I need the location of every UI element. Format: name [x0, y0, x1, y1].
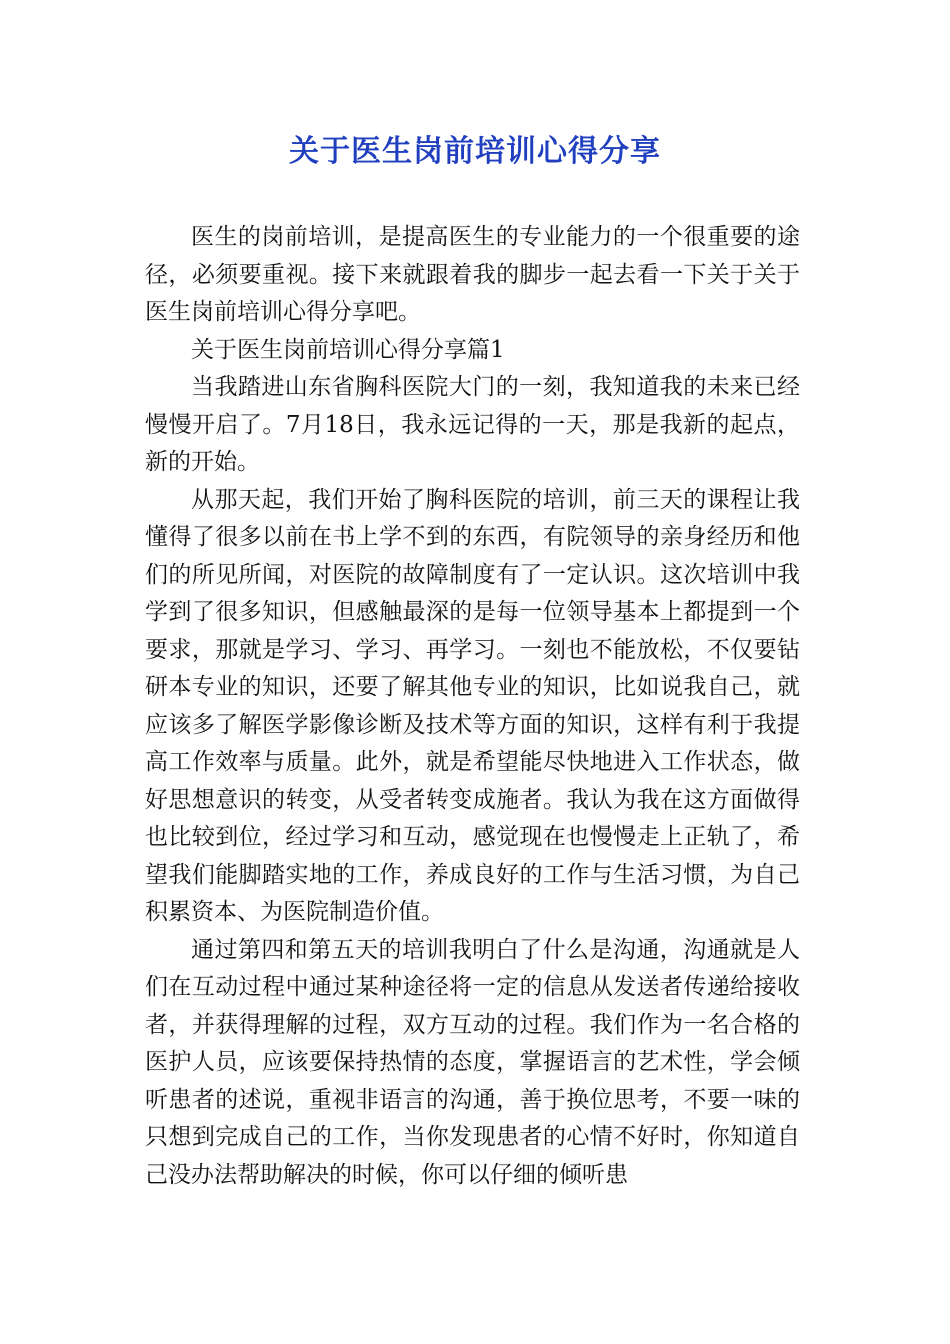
paragraph-intro: 医生的岗前培训，是提高医生的专业能力的一个很重要的途径，必须要重视。接下来就跟着我的脚步一起去看一下关于关于医生岗前培训心得分享吧。: [145, 224, 800, 325]
paragraph-3: 通过第四和第五天的培训我明白了什么是沟通，沟通就是人们在互动过程中通过某种途径将一定的信息从发送者传递给接收者，并获得理解的过程，双方互动的过程。我们作为一名合格的医护人员，应该要保持热情的态度，掌握语言的艺术性，学会倾听患者的述说，重视非语言的沟通，善于换位思考，不要一味的只想到完成自己的工作，当你发现患者的心情不好时，你知道自己没办法帮助解决的时候，你可以仔细的倾听患: [145, 936, 800, 1188]
section-heading: 关于医生岗前培训心得分享篇1: [191, 336, 505, 363]
document-body: [145, 219, 800, 1194]
document-title: 关于医生岗前培训心得分享: [289, 134, 661, 169]
paragraph-1: 当我踏进山东省胸科医院大门的一刻，我知道我的未来已经慢慢开启了。7月18日，我永远记得的一天，那是我新的起点，新的开始。: [145, 374, 800, 475]
paragraph-2: 从那天起，我们开始了胸科医院的培训，前三天的课程让我懂得了很多以前在书上学不到的东西，有院领导的亲身经历和他们的所见所闻，对医院的故障制度有了一定认识。这次培训中我学到了很多知识，但感触最深的是每一位领导基本上都提到一个要求，那就是学习、学习、再学习。一刻也不能放松，不仅要钻研本专业的知识，还要了解其他专业的知识，比如说我自己，就应该多了解医学影像诊断及技术等方面的知识，这样有利于我提高工作效率与质量。此外，就是希望能尽快地进入工作状态，做好思想意识的转变，从受者转变成施者。我认为我在这方面做得也比较到位，经过学习和互动，感觉现在也慢慢走上正轨了，希望我们能脚踏实地的工作，养成良好的工作与生活习惯，为自己积累资本、为医院制造价值。: [145, 486, 800, 925]
